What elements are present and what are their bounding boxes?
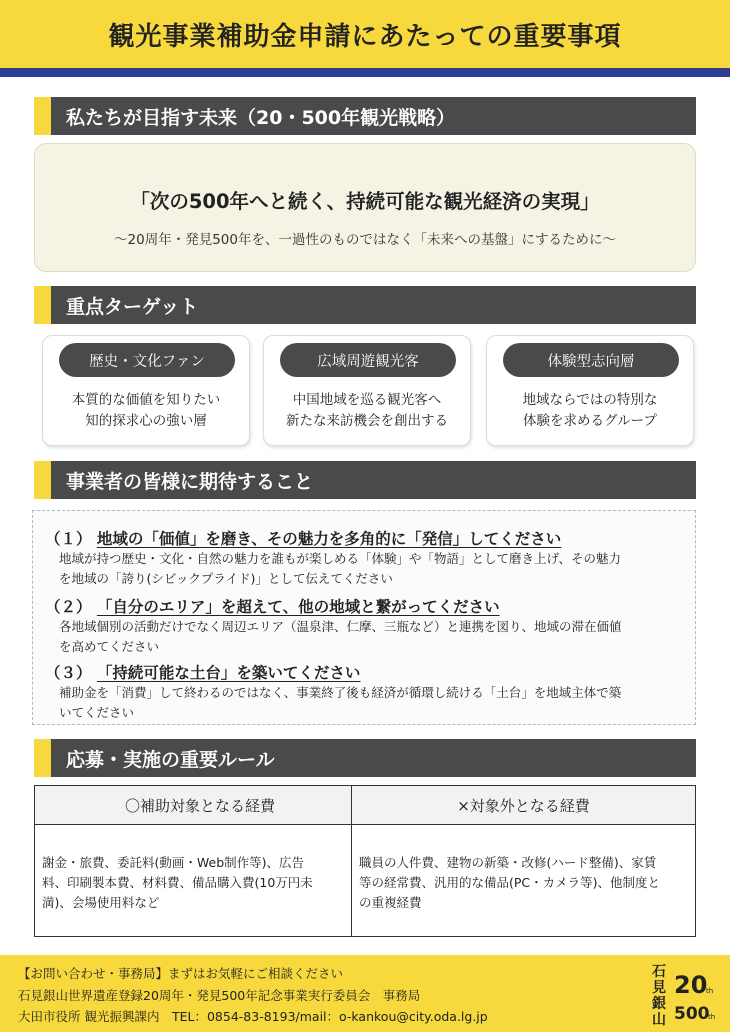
expectation-body-3 bbox=[59, 683, 689, 723]
target-label: 歴史・文化ファン bbox=[59, 343, 235, 377]
expectation-number: （２） bbox=[45, 598, 92, 616]
section-header-vision: 私たちが目指す未来（20・500年観光戦略） bbox=[34, 97, 696, 135]
eligible-expenses-header: 〇補助対象となる経費 bbox=[34, 785, 366, 825]
target-desc-line: 体験を求めるグループ bbox=[523, 413, 657, 429]
expectation-body-1 bbox=[59, 549, 689, 589]
eligible-line: 料、印刷製本費、材料費、備品購入費(10万円未 bbox=[42, 875, 313, 890]
expectation-title-2 bbox=[45, 595, 500, 617]
eligible-expenses-cell bbox=[34, 824, 352, 937]
target-card-experience bbox=[486, 335, 694, 446]
expectation-body-2 bbox=[59, 617, 689, 657]
logo-char: 銀 bbox=[652, 996, 666, 1012]
logo-char: 石 bbox=[652, 964, 666, 980]
expectation-body-line: 各地域個別の活動だけでなく周辺エリア（温泉津、仁摩、三瓶など）と連携を図り、地域の滞在価値 bbox=[59, 619, 622, 634]
target-description bbox=[43, 390, 249, 432]
target-desc-line: 中国地域を巡る観光客へ bbox=[292, 392, 442, 408]
logo-number-500: 500 bbox=[674, 1004, 710, 1024]
logo-char: 見 bbox=[652, 980, 666, 996]
logo-char: 山 bbox=[652, 1012, 666, 1027]
target-description bbox=[487, 390, 693, 432]
expectation-title-text: 地域の「価値」を磨き、その魅力を多角的に「発信」してください bbox=[96, 530, 562, 548]
target-desc-line: 本質的な価値を知りたい bbox=[71, 392, 221, 408]
expectation-body-line: いてください bbox=[59, 705, 135, 720]
footer-address-contact: 大田市役所 観光振興課内 TEL：0854-83-8193/mail：o-kankou@city.oda.lg.jp bbox=[18, 1009, 488, 1024]
contact-footer bbox=[0, 955, 730, 1032]
expectation-number: （３） bbox=[45, 664, 92, 682]
target-desc-line: 地域ならではの特別な bbox=[522, 392, 658, 408]
ineligible-expenses-cell bbox=[351, 824, 696, 937]
logo-number-20: 20 bbox=[674, 971, 708, 999]
expectation-title-1 bbox=[45, 527, 561, 549]
expectation-body-line: 地域が持つ歴史・文化・自然の魅力を誰もが楽しめる「体験」や「物語」として磨き上げ、その魅力 bbox=[59, 551, 622, 566]
iwami-ginzan-logo bbox=[640, 961, 722, 1027]
eligible-line: 満)、会場使用料など bbox=[42, 895, 160, 910]
ineligible-line: の重複経費 bbox=[359, 895, 422, 910]
target-desc-line: 新たな来訪機会を創出する bbox=[286, 413, 448, 429]
target-card-regional bbox=[263, 335, 471, 446]
eligible-line: 謝金・旅費、委託料(動画・Web制作等)、広告 bbox=[42, 855, 305, 870]
target-label: 広域周遊観光客 bbox=[280, 343, 456, 377]
title-stripe bbox=[0, 68, 730, 77]
ineligible-line: 等の経常費、汎用的な備品(PC・カメラ等)、他制度と bbox=[359, 875, 661, 890]
expectation-body-line: を地域の「誇り(シビックプライド)」として伝えてください bbox=[59, 571, 393, 586]
section-header-targets: 重点ターゲット bbox=[34, 286, 696, 324]
expectation-title-3 bbox=[45, 661, 360, 683]
expectations-box bbox=[32, 510, 696, 725]
section-header-expectations: 事業者の皆様に期待すること bbox=[34, 461, 696, 499]
target-description bbox=[264, 390, 470, 432]
target-card-history bbox=[42, 335, 250, 446]
vision-sub-text: ～20周年・発見500年を、一過性のものではなく「未来への基盤」にするために～ bbox=[114, 232, 616, 248]
ineligible-line: 職員の人件費、建物の新築・改修(ハード整備)、家賃 bbox=[359, 855, 657, 870]
target-label: 体験型志向層 bbox=[503, 343, 679, 377]
expectation-title-text: 「持続可能な土台」を築いてください bbox=[96, 664, 361, 682]
expectation-body-line: 補助金を「消費」して終わるのではなく、事業終了後も経済が循環し続ける「土台」を地域主体で築 bbox=[59, 685, 622, 700]
vision-box bbox=[34, 143, 696, 272]
logo-suffix: th bbox=[706, 987, 714, 995]
logo-suffix: th bbox=[708, 1013, 716, 1021]
target-desc-line: 知的探求心の強い層 bbox=[85, 413, 207, 429]
footer-organization: 石見銀山世界遺産登録20周年・発見500年記念事業実行委員会 事務局 bbox=[18, 988, 421, 1003]
expectation-number: （１） bbox=[45, 530, 92, 548]
footer-contact-heading: 【お問い合わせ・事務局】まずはお気軽にご相談ください bbox=[18, 966, 344, 981]
expectation-title-text: 「自分のエリア」を超えて、他の地域と繋がってください bbox=[96, 598, 500, 616]
section-header-rules: 応募・実施の重要ルール bbox=[34, 739, 696, 777]
vision-main-text: 「次の500年へと続く、持続可能な観光経済の実現」 bbox=[130, 190, 600, 213]
page-title: 観光事業補助金申請にあたっての重要事項 bbox=[0, 0, 730, 68]
expectation-body-line: を高めてください bbox=[59, 639, 160, 654]
ineligible-expenses-header: ×対象外となる経費 bbox=[351, 785, 696, 825]
